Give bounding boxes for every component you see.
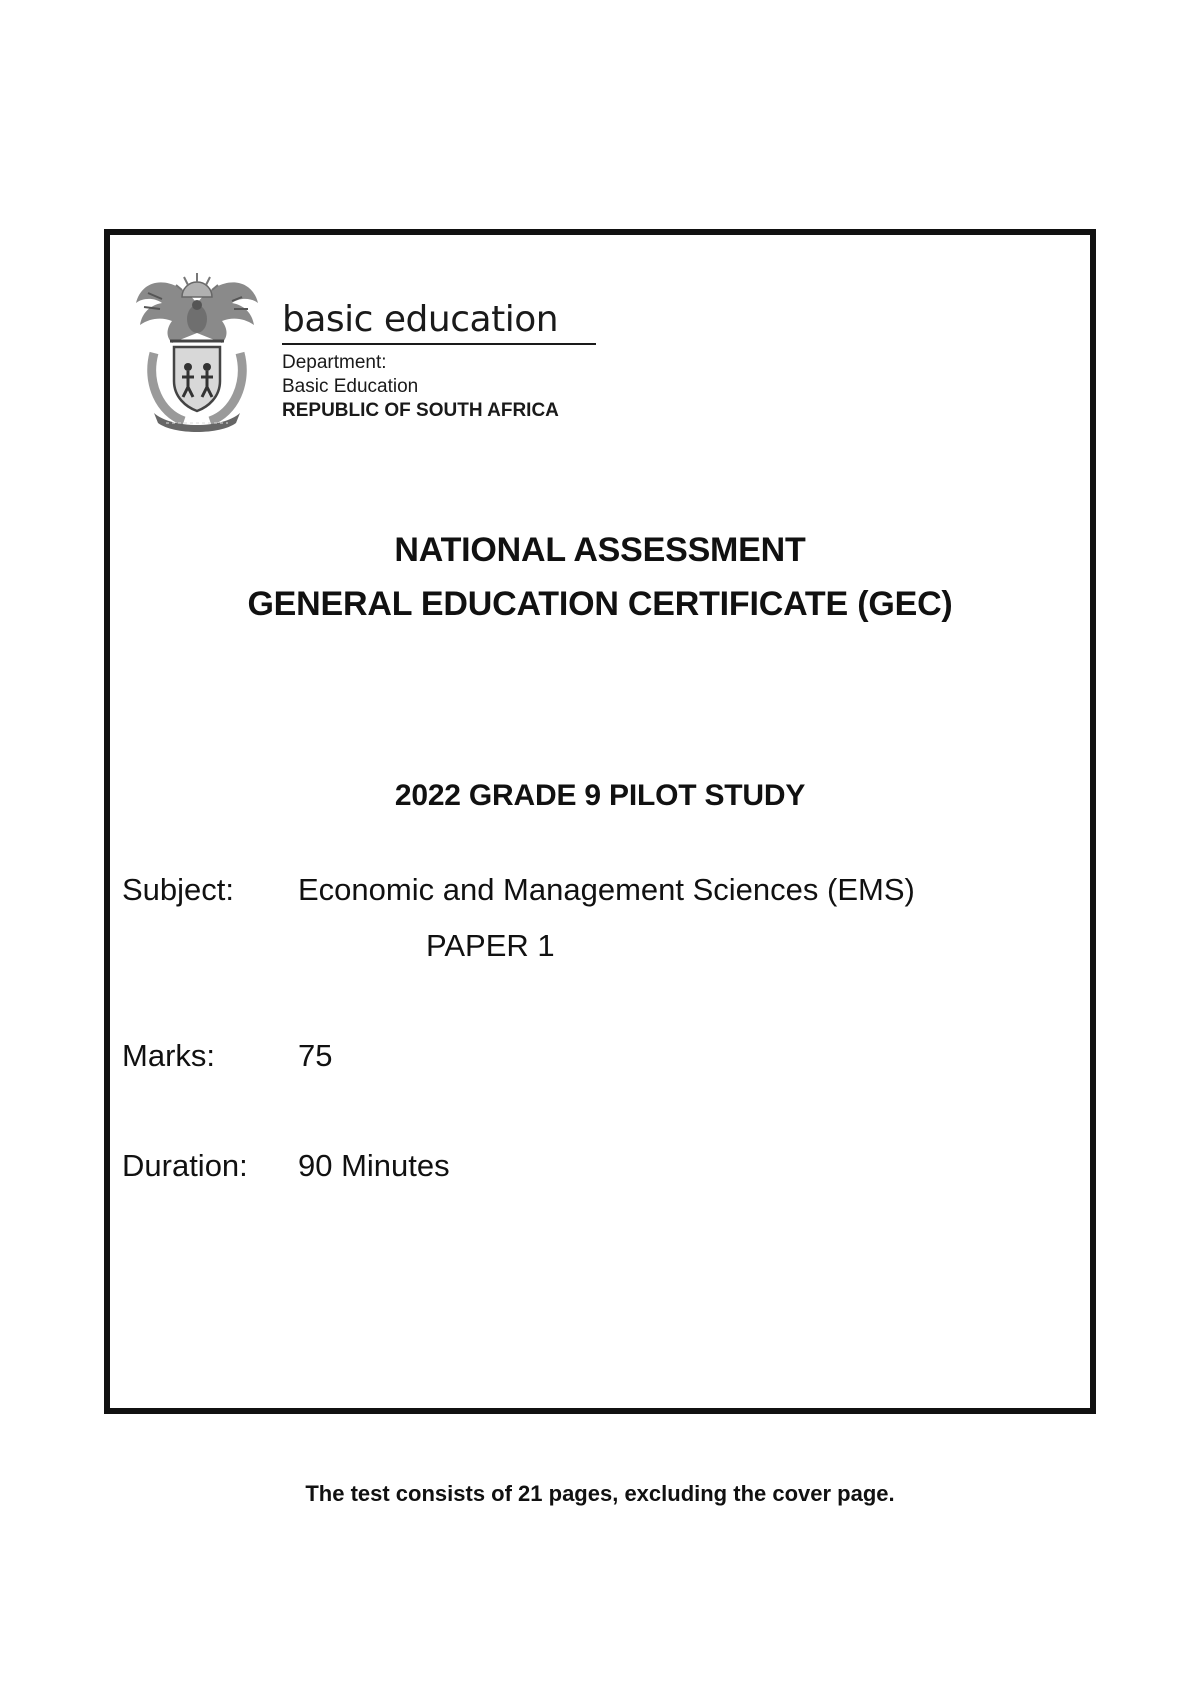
subject-label: Subject: — [122, 872, 235, 907]
brand-title: basic education — [282, 299, 596, 345]
duration-row — [122, 1148, 450, 1184]
brand-country: REPUBLIC OF SOUTH AFRICA — [282, 400, 559, 421]
marks-row — [122, 1038, 332, 1074]
paper-label: PAPER 1 — [426, 928, 555, 963]
cover-frame — [104, 229, 1096, 1414]
brand-department-name: Basic Education — [282, 376, 419, 397]
subject-value: Economic and Management Sciences (EMS) — [298, 872, 915, 907]
coat-of-arms-icon — [132, 263, 262, 433]
duration-value: 90 Minutes — [298, 1148, 450, 1183]
study-title: 2022 GRADE 9 PILOT STUDY — [394, 779, 806, 812]
marks-value: 75 — [298, 1038, 333, 1073]
assessment-title: NATIONAL ASSESSMENT — [394, 531, 806, 569]
certificate-title: GENERAL EDUCATION CERTIFICATE (GEC) — [247, 585, 953, 623]
marks-label: Marks: — [122, 1038, 215, 1073]
brand-department-label: Department: — [282, 352, 387, 373]
duration-label: Duration: — [122, 1148, 248, 1183]
department-branding — [282, 299, 596, 423]
subject-row — [122, 872, 915, 908]
page-count-note: The test consists of 21 pages, excluding the cover page. — [305, 1481, 895, 1506]
